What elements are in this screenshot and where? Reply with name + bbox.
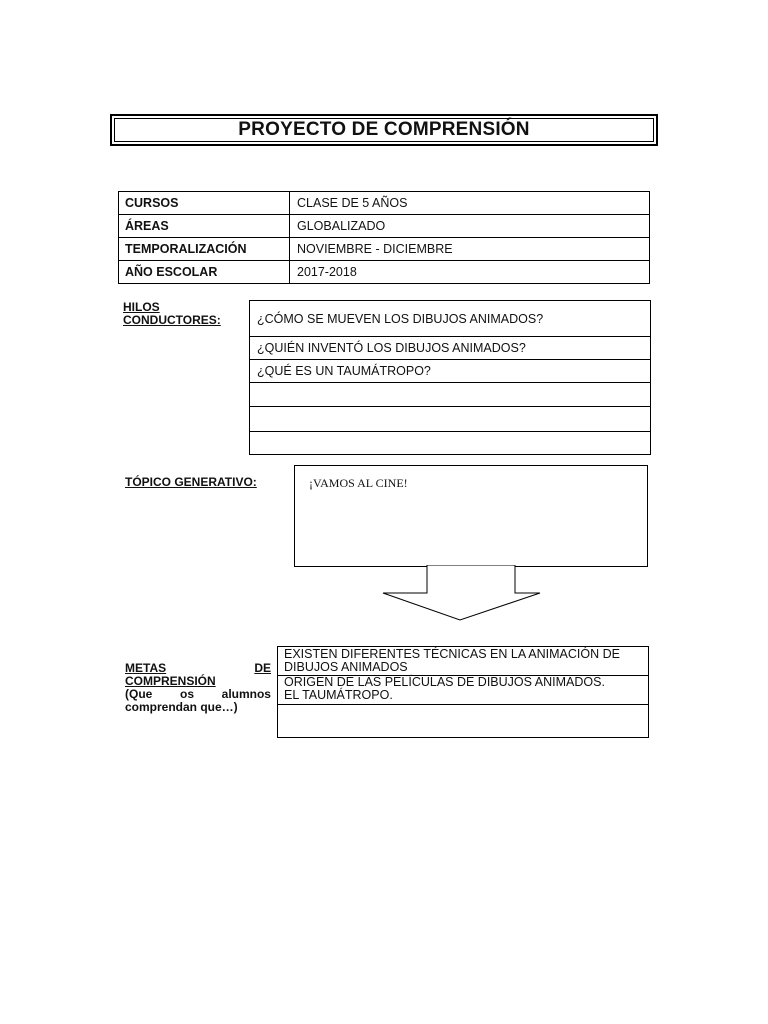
temporalizacion-value: NOVIEMBRE - DICIEMBRE <box>290 238 650 261</box>
meta-cell <box>278 647 649 676</box>
hilo-cell <box>250 432 651 455</box>
hilo-cell <box>250 383 651 407</box>
hilos-label-line2: CONDUCTORES: <box>123 313 221 327</box>
meta-line1: EXISTEN DIFERENTES TÉCNICAS EN LA ANIMACIÓN DE <box>284 647 620 661</box>
table-row <box>278 676 649 705</box>
meta-line2: DIBUJOS ANIMADOS <box>284 660 408 674</box>
metas-sub-line2: comprendan que…) <box>125 700 238 714</box>
table-row <box>278 705 649 738</box>
metas-sub-word1: (Que <box>125 687 153 701</box>
hilo-cell: ¿QUÉ ES UN TAUMÁTROPO? <box>250 360 651 383</box>
table-row <box>119 261 650 284</box>
table-row <box>250 301 651 337</box>
cursos-value: CLASE DE 5 AÑOS <box>290 192 650 215</box>
hilos-table <box>249 300 651 455</box>
metas-label <box>125 662 271 714</box>
table-row <box>278 647 649 676</box>
metas-sub-word3: alumnos <box>221 687 271 701</box>
down-arrow-icon <box>380 565 550 625</box>
hilo-cell: ¿QUIÉN INVENTÓ LOS DIBUJOS ANIMADOS? <box>250 337 651 360</box>
page-title-box <box>110 114 658 146</box>
metas-label-word2: DE <box>254 661 271 675</box>
ano-escolar-label: AÑO ESCOLAR <box>119 261 290 284</box>
info-table <box>118 191 650 284</box>
ano-escolar-value: 2017-2018 <box>290 261 650 284</box>
table-row <box>119 215 650 238</box>
meta-cell <box>278 705 649 738</box>
meta-line1: ORIGEN DE LAS PELÍCULAS DE DIBUJOS ANIMADOS. <box>284 675 605 689</box>
table-row <box>250 383 651 407</box>
table-row <box>119 238 650 261</box>
table-row <box>250 432 651 455</box>
hilo-cell: ¿CÓMO SE MUEVEN LOS DIBUJOS ANIMADOS? <box>250 301 651 337</box>
topico-label-text: TÓPICO GENERATIVO: <box>125 475 257 489</box>
table-row <box>119 192 650 215</box>
meta-cell <box>278 676 649 705</box>
temporalizacion-label: TEMPORALIZACIÓN <box>119 238 290 261</box>
table-row <box>250 360 651 383</box>
areas-label: ÁREAS <box>119 215 290 238</box>
topico-text: ¡VAMOS AL CINE! <box>309 476 408 490</box>
meta-line2: EL TAUMÁTROPO. <box>284 688 393 702</box>
areas-value: GLOBALIZADO <box>290 215 650 238</box>
page-title: PROYECTO DE COMPRENSIÓN <box>238 119 530 140</box>
topico-label <box>125 476 257 489</box>
hilos-label-line1: HILOS <box>123 300 160 314</box>
cursos-label: CURSOS <box>119 192 290 215</box>
table-row <box>250 407 651 432</box>
hilo-cell <box>250 407 651 432</box>
table-row <box>250 337 651 360</box>
metas-label-word1: METAS <box>125 661 167 675</box>
topico-box <box>294 465 648 567</box>
metas-table <box>277 646 649 738</box>
metas-sub-word2: os <box>179 687 194 701</box>
metas-label-line2: COMPRENSIÓN <box>125 674 216 688</box>
hilos-label <box>123 301 221 327</box>
